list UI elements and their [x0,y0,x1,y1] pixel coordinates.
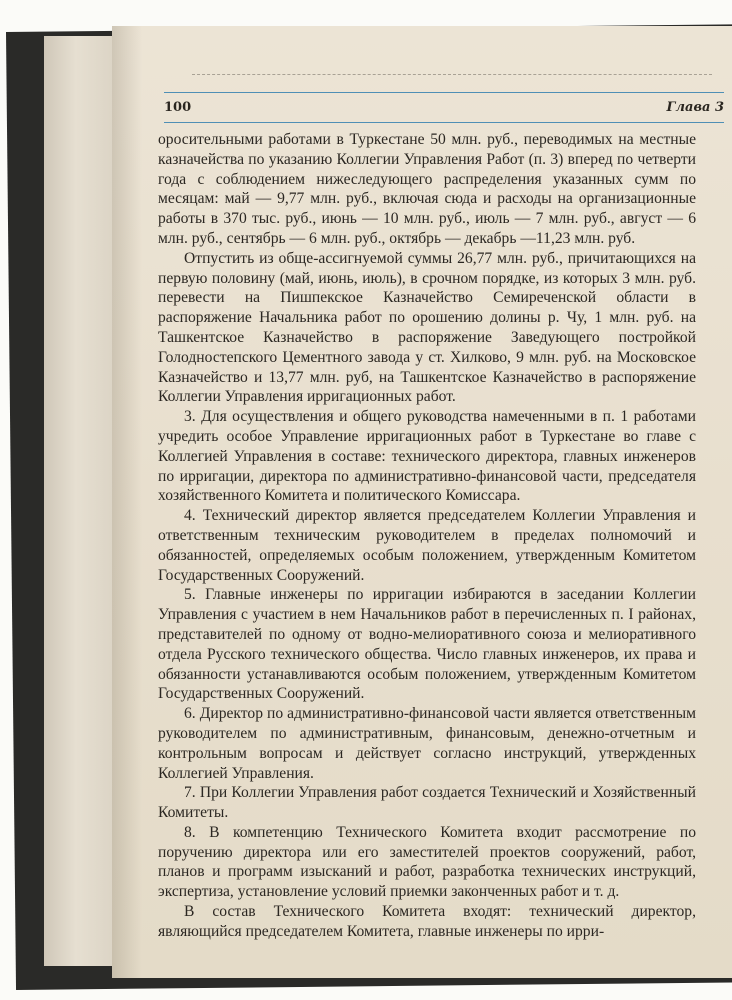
body-text [158,130,696,942]
running-header [164,100,724,120]
paragraph: Отпустить из обще-ассигнуемой суммы 26,77 млн. руб., причитающихся на первую половину (май, июнь, июль), в срочном порядке, из которых 3 млн. руб. перевести на Пишпекское Казначейство Семиреченской области в распоряжение Начальника работ по орошению долины р. Чу, 1 млн. руб. на Ташкентское Казначейство в распоряжение Заведующего постройкой Голодностепского Цементного завода у ст. Хилково, 9 млн. руб. на Московское Казначейство и 13,77 млн. руб, на Ташкентское Казначейство в распоряжение Коллегии Управления ирригационных работ. [158,249,696,406]
paragraph-continuation: оросительными работами в Туркестане 50 млн. руб., переводимых на местные казначейства по указанию Коллегии Управления Работ (п. 3) вперед по четверти года с соблюдением нижеследующего распределения указанных сумм по месяцам: май — 9,77 млн. руб., включая сюда и расходы на организационные работы в 370 тыс. руб., июнь — 10 млн. руб., июль — 7 млн. руб., август — 6 млн. руб., сентябрь — 6 млн. руб., октябрь — декабрь —11,23 млн. руб. [158,131,696,247]
paragraph-item-6: 6. Директор по административно-финансовой части является ответственным руководителем по административным, финансовым, денежно-отчетным и контрольным вопросам и действует согласно инструкций, утвержденных Коллегией Управления. [158,705,696,782]
page-number: 100 [164,100,192,115]
paragraph: В состав Технического Комитета входят: технический директор, являющийся председателем Комитета, главные инженеры по ирри- [158,903,696,940]
header-rule-bottom [164,122,724,123]
paragraph-item-7: 7. При Коллегии Управления работ создается Технический и Хозяйственный Комитеты. [158,784,696,822]
header-rule-top [164,92,724,93]
paragraph-item-8: 8. В компетенцию Технического Комитета входит рассмотрение по поручению директора или его заместителей проектов сооружений, работ, планов и программ изысканий и работ, разработка технических инструкций, экспертиза, установление условий приемки законченных работ и т. д. [158,823,696,901]
chapter-label: Глава 3 [666,100,724,115]
book-page [112,26,732,978]
bleed-through-rule [192,74,712,75]
paragraph-item-5: 5. Главные инженеры по ирригации избираются в заседании Коллегии Управления с участием в нем Начальников работ в перечисленных п. I районах, представителей по одному от водно-мелиоративного союза и мелиоративного отдела Русского технического общества. Число главных инженеров, их права и обязанности устанавливаются особым положением, утвержденным Комитетом Государственных Сооружений. [158,586,696,703]
gutter-shadow [112,26,142,978]
paragraph-item-4: 4. Технический директор является председателем Коллегии Управления и ответственным техническим руководителем в пределах полномочий и обязанностей, определяемых особым положением, утвержденным Комитетом Государственных Сооружений. [158,507,696,584]
paragraph-item-3: 3. Для осуществления и общего руководства намеченными в п. 1 работами учредить особое Управление ирригационных работ в Туркестане во главе с Коллегией Управления в составе: технического директора, главных инженеров по ирригации, директора по административно-финансовой части, председателя хозяйственного Комитета и политического Комиссара. [158,408,696,505]
